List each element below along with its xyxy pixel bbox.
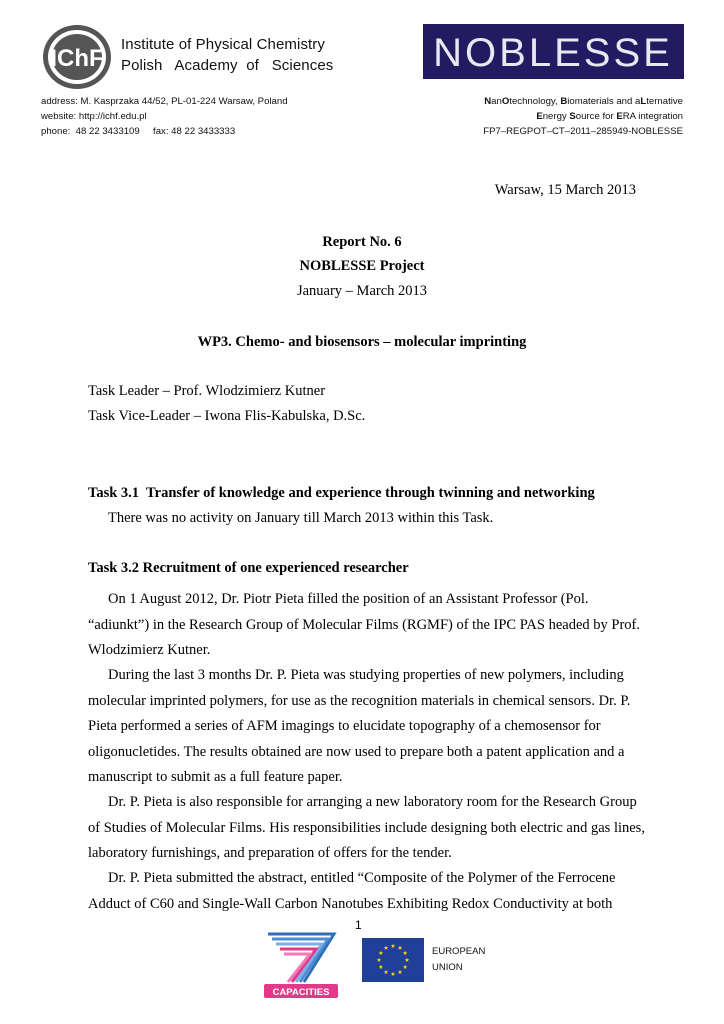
institute-name-line2: Polish Academy of Sciences (121, 57, 334, 74)
report-date: Warsaw, 15 March 2013 (494, 182, 636, 198)
task-3-2-heading: Task 3.2 Recruitment of one experienced researcher (88, 560, 409, 576)
report-number: Report No. 6 (322, 234, 402, 250)
task-3-1-text: There was no activity on January till March 2013 within this Task. (108, 510, 494, 526)
task-vice-leader: Task Vice-Leader – Iwona Flis-Kabulska, D.Sc. (88, 408, 366, 424)
tagline-part: L (640, 96, 647, 107)
paragraph-1 (88, 587, 648, 664)
paragraph-3 (88, 790, 648, 867)
paragraph-3-text: Dr. P. Pieta is also responsible for arranging a new laboratory room for the Research Group of Studies of Molecular Films. His responsibilities include designing both electric and gas lines, laboratory furnishings, and preparation of offers for the tender. (88, 794, 645, 861)
institute-website: website: http://ichf.edu.pl (41, 111, 147, 122)
work-package-title: WP3. Chemo- and biosensors – molecular imprinting (197, 334, 527, 350)
ichf-logo-text: IChF (50, 45, 104, 72)
noblesse-tagline-1 (484, 96, 683, 107)
tagline-part: B (560, 96, 568, 107)
tagline-part: ternative (646, 96, 683, 107)
capacities-logo (260, 924, 342, 1002)
tagline-part: RA integration (622, 111, 683, 122)
ichf-logo (40, 22, 114, 92)
tagline-part: O (501, 96, 510, 107)
noblesse-logo (423, 24, 684, 79)
paragraph-4-text: Dr. P. Pieta submitted the abstract, entitled “Composite of the Polymer of the Ferrocene Adduct of C60 and Single-Wall Carbon Nanotubes Exhibiting Redox Conductivity at both (88, 870, 616, 912)
eu-label-line2: UNION (432, 962, 463, 973)
paragraph-1-text: On 1 August 2012, Dr. Piotr Pieta filled the position of an Assistant Professor (Pol. “adiunkt”) in the Research Group of Molecular Films (RGMF) of the IPC PAS headed by Prof. Wlodzimierz Kutner. (88, 591, 640, 658)
tagline-part: N (484, 96, 492, 107)
paragraph-2 (88, 663, 648, 791)
paragraph-4 (88, 866, 648, 917)
noblesse-tagline-2 (536, 111, 683, 122)
task-leader: Task Leader – Prof. Wlodzimierz Kutner (88, 383, 326, 399)
eu-label-line1: EUROPEAN (432, 946, 486, 957)
capacities-logo-text: CAPACITIES (272, 987, 330, 998)
project-name: NOBLESSE Project (299, 258, 425, 274)
tagline-part: nergy (542, 111, 570, 122)
tagline-part: E (616, 111, 623, 122)
page-number: 1 (355, 918, 362, 932)
noblesse-grant-number: FP7–REGPOT–CT–2011–285949-NOBLESSE (483, 126, 683, 137)
tagline-part: ource for (575, 111, 617, 122)
task-3-1-heading: Task 3.1 Transfer of knowledge and experience through twinning and networking (88, 485, 595, 501)
institute-phone-fax: phone: 48 22 3433109 fax: 48 22 3433333 (41, 126, 236, 137)
tagline-part: S (569, 111, 576, 122)
institute-name-line1: Institute of Physical Chemistry (121, 36, 326, 53)
tagline-part: iomaterials and a (567, 96, 641, 107)
tagline-part: an (491, 96, 502, 107)
tagline-part: E (536, 111, 543, 122)
paragraph-2-text: During the last 3 months Dr. P. Pieta was studying properties of new polymers, including molecular imprinted polymers, for use as the recognition materials in chemical sensors. Dr. P. Pieta performed a series of AFM imagings to elucidate topography of a chemosensor for oligonucletides. The results obtained are now used to prepare both a patent application and a manuscript to submit as a full feature paper. (88, 667, 631, 785)
noblesse-logo-text: NOBLESSE (433, 31, 673, 75)
eu-flag (362, 938, 424, 982)
tagline-part: technology, (509, 96, 561, 107)
institute-address: address: M. Kasprzaka 44/52, PL-01-224 Warsaw, Poland (41, 96, 288, 107)
report-period: January – March 2013 (296, 283, 428, 299)
